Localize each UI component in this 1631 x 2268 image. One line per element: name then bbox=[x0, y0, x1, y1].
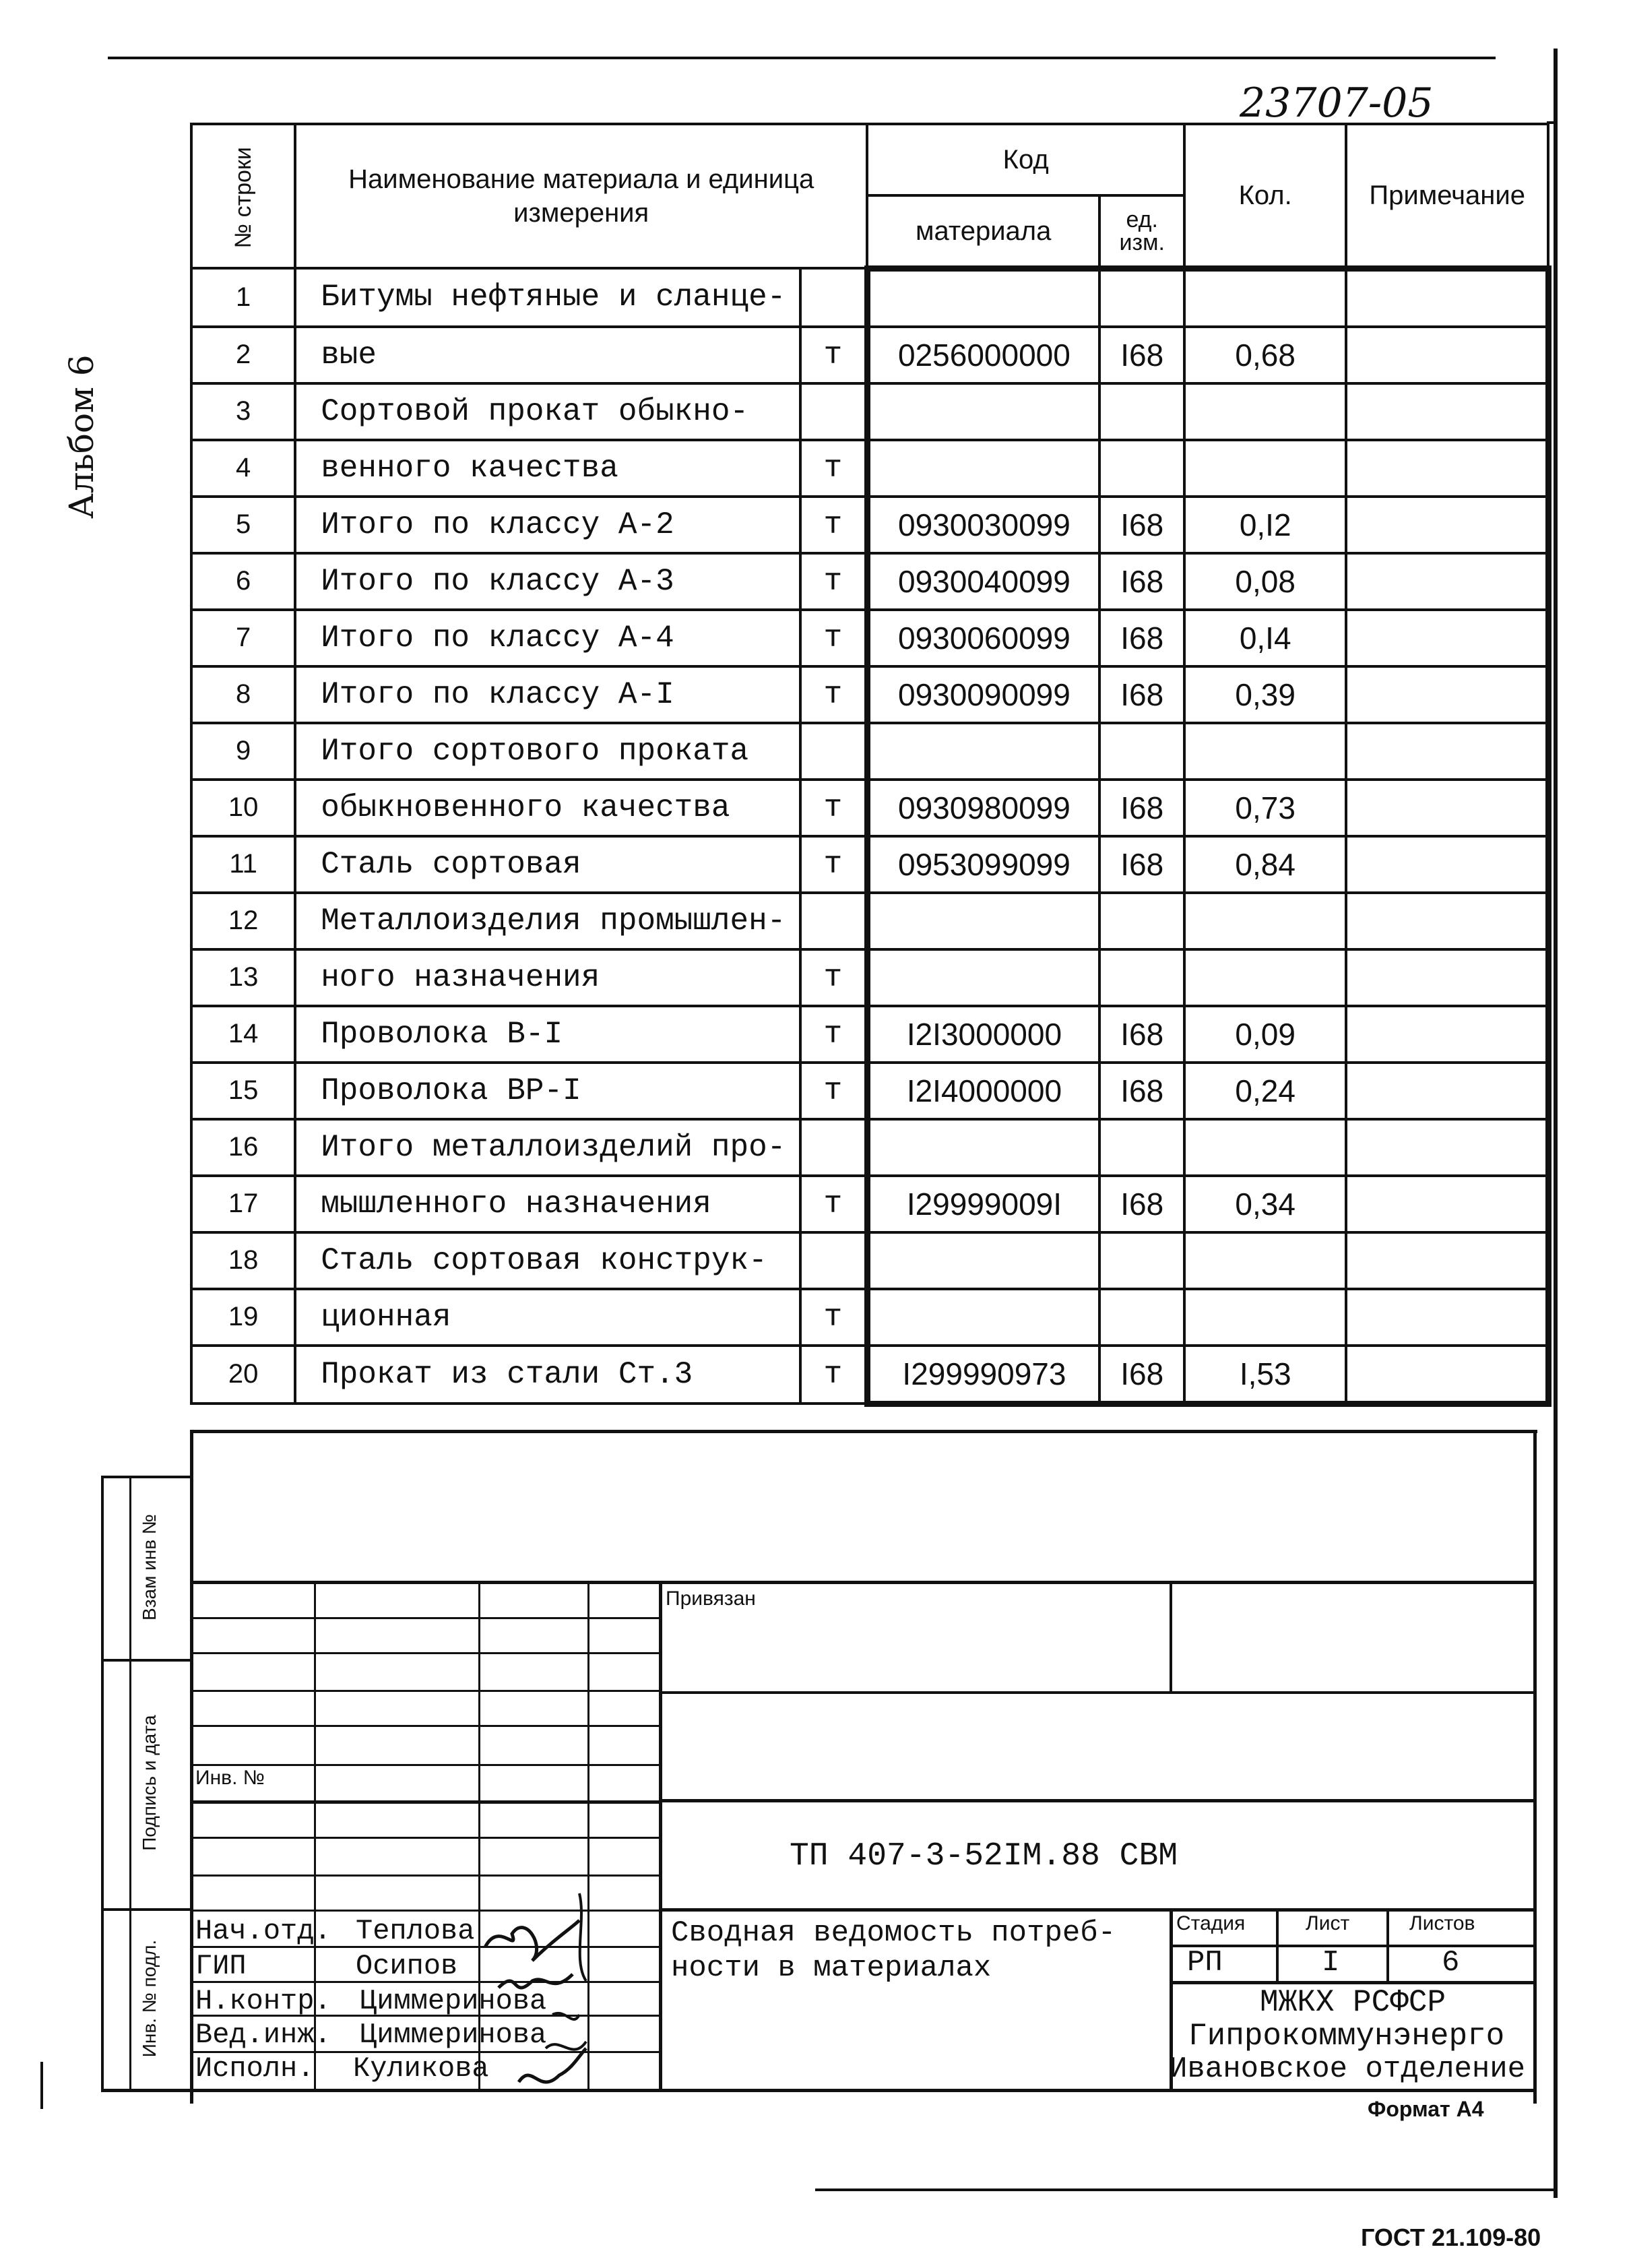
quantity bbox=[1184, 383, 1346, 440]
unit-code: I68 bbox=[1099, 553, 1184, 610]
unit-code: I68 bbox=[1099, 1346, 1184, 1404]
row-number: 18 bbox=[191, 1232, 295, 1289]
row-number: 6 bbox=[191, 553, 295, 610]
material-name: Сталь сортовая конструк- bbox=[295, 1232, 800, 1289]
material-code: I2I3000000 bbox=[867, 1006, 1099, 1063]
unit-of-measure: т bbox=[800, 1346, 867, 1404]
tb-frame-left bbox=[190, 1430, 193, 2104]
row-number: 17 bbox=[191, 1176, 295, 1232]
unit-code bbox=[1099, 1119, 1184, 1176]
left-tick bbox=[40, 2062, 43, 2109]
unit-of-measure bbox=[800, 723, 867, 780]
table-row bbox=[191, 268, 1548, 327]
unit-of-measure: т bbox=[800, 1063, 867, 1119]
material-code: 0930060099 bbox=[867, 610, 1099, 666]
quantity bbox=[1184, 723, 1346, 780]
note bbox=[1346, 836, 1548, 893]
unit-of-measure bbox=[800, 893, 867, 949]
material-code bbox=[867, 440, 1099, 497]
header-name: Наименование материала и единица измерения bbox=[295, 124, 867, 268]
note bbox=[1346, 440, 1548, 497]
unit-of-measure bbox=[800, 268, 867, 327]
quantity: 0,68 bbox=[1184, 327, 1346, 383]
material-name: Прокат из стали Ст.3 bbox=[295, 1346, 800, 1404]
unit-code bbox=[1099, 1289, 1184, 1346]
table-row bbox=[191, 327, 1548, 383]
note bbox=[1346, 1063, 1548, 1119]
side-label-inv-podl: Инв. № подл. bbox=[139, 1939, 160, 2058]
unit-of-measure: т bbox=[800, 610, 867, 666]
stamp-h-mid1 bbox=[660, 1691, 1533, 1694]
table-row bbox=[191, 1346, 1548, 1404]
unit-of-measure: т bbox=[800, 1289, 867, 1346]
quantity bbox=[1184, 268, 1346, 327]
note bbox=[1346, 1119, 1548, 1176]
unit-code bbox=[1099, 949, 1184, 1006]
note bbox=[1346, 1346, 1548, 1404]
top-rule bbox=[108, 57, 1496, 59]
unit-of-measure bbox=[800, 1119, 867, 1176]
material-code: 0930980099 bbox=[867, 780, 1099, 836]
header-row-no: № строки bbox=[191, 124, 295, 268]
sig-role-0: Нач.отд. bbox=[195, 1915, 331, 1947]
sig-name-0: Теплова bbox=[356, 1915, 475, 1947]
material-code bbox=[867, 1232, 1099, 1289]
note bbox=[1346, 268, 1548, 327]
quantity: 0,I4 bbox=[1184, 610, 1346, 666]
table-row bbox=[191, 780, 1548, 836]
unit-code bbox=[1099, 893, 1184, 949]
material-name: Итого металлоизделий про- bbox=[295, 1119, 800, 1176]
note bbox=[1346, 1232, 1548, 1289]
bottom-rule bbox=[815, 2188, 1556, 2191]
quantity: 0,I2 bbox=[1184, 497, 1346, 553]
unit-of-measure: т bbox=[800, 1176, 867, 1232]
material-name: ного назначения bbox=[295, 949, 800, 1006]
designation: ТП 407-3-52IМ.88 СВМ bbox=[790, 1838, 1178, 1875]
unit-of-measure bbox=[800, 1232, 867, 1289]
quantity bbox=[1184, 1289, 1346, 1346]
material-code: I29999009I bbox=[867, 1176, 1099, 1232]
quantity: 0,39 bbox=[1184, 666, 1346, 723]
material-code bbox=[867, 723, 1099, 780]
unit-code: I68 bbox=[1099, 836, 1184, 893]
sheet-label: Лист bbox=[1306, 1912, 1350, 1934]
note bbox=[1346, 666, 1548, 723]
stamp-h-mid2 bbox=[660, 1799, 1533, 1802]
inv-no-label: Инв. № bbox=[195, 1767, 265, 1789]
sig-role-4: Исполн. bbox=[195, 2052, 315, 2085]
table-row bbox=[191, 1006, 1548, 1063]
table-row bbox=[191, 1063, 1548, 1119]
side-strip-left bbox=[101, 1476, 104, 2089]
sig-name-2: Циммеринова bbox=[360, 1985, 547, 2017]
material-code: 0256000000 bbox=[867, 327, 1099, 383]
note bbox=[1346, 497, 1548, 553]
quantity: 0,08 bbox=[1184, 553, 1346, 610]
table-row bbox=[191, 383, 1548, 440]
sheets-label: Листов bbox=[1409, 1912, 1475, 1934]
note bbox=[1346, 780, 1548, 836]
right-frame-line bbox=[1554, 49, 1558, 2198]
unit-of-measure: т bbox=[800, 666, 867, 723]
unit-of-measure: т bbox=[800, 836, 867, 893]
sheets-value: 6 bbox=[1442, 1946, 1460, 1980]
quantity: 0,09 bbox=[1184, 1006, 1346, 1063]
stamp-h-right1 bbox=[1170, 1945, 1533, 1947]
row-number: 3 bbox=[191, 383, 295, 440]
material-name: Сортовой прокат обыкно- bbox=[295, 383, 800, 440]
unit-of-measure: т bbox=[800, 553, 867, 610]
unit-code: I68 bbox=[1099, 610, 1184, 666]
table-row bbox=[191, 836, 1548, 893]
note bbox=[1346, 723, 1548, 780]
quantity: 0,24 bbox=[1184, 1063, 1346, 1119]
unit-code: I68 bbox=[1099, 327, 1184, 383]
table-row bbox=[191, 610, 1548, 666]
unit-code: I68 bbox=[1099, 1063, 1184, 1119]
stamp-h-left2 bbox=[190, 1652, 660, 1654]
material-name: венного качества bbox=[295, 440, 800, 497]
quantity bbox=[1184, 1232, 1346, 1289]
stamp-h-left5 bbox=[190, 1764, 660, 1766]
unit-of-measure: т bbox=[800, 1006, 867, 1063]
unit-of-measure bbox=[800, 383, 867, 440]
quantity bbox=[1184, 949, 1346, 1006]
unit-of-measure: т bbox=[800, 780, 867, 836]
quantity: 0,84 bbox=[1184, 836, 1346, 893]
note bbox=[1346, 893, 1548, 949]
note bbox=[1346, 1006, 1548, 1063]
tb-frame-right bbox=[1533, 1430, 1537, 2104]
material-code: 0930030099 bbox=[867, 497, 1099, 553]
table-row bbox=[191, 949, 1548, 1006]
stage-value: РП bbox=[1187, 1946, 1223, 1980]
row-number: 9 bbox=[191, 723, 295, 780]
stamp-v8 bbox=[1386, 1908, 1389, 1982]
row-number: 11 bbox=[191, 836, 295, 893]
unit-code: I68 bbox=[1099, 497, 1184, 553]
org-line3: Ивановское отделение bbox=[1170, 2052, 1526, 2086]
table-row bbox=[191, 440, 1548, 497]
sig-role-1: ГИП bbox=[195, 1950, 247, 1982]
unit-code: I68 bbox=[1099, 1006, 1184, 1063]
stamp-h-left6 bbox=[190, 1800, 660, 1804]
material-code bbox=[867, 1119, 1099, 1176]
table-row bbox=[191, 1119, 1548, 1176]
header-material: материала bbox=[867, 195, 1099, 268]
sig-name-4: Куликова bbox=[353, 2052, 489, 2085]
tb-frame-top bbox=[190, 1430, 1537, 1433]
unit-code bbox=[1099, 268, 1184, 327]
material-name: Битумы нефтяные и сланце- bbox=[295, 268, 800, 327]
quantity: I,53 bbox=[1184, 1346, 1346, 1404]
sig-role-2: Н.контр. bbox=[195, 1985, 331, 2017]
header-code: Код bbox=[867, 124, 1184, 195]
row-number: 2 bbox=[191, 327, 295, 383]
stamp-h-right2 bbox=[1170, 1981, 1533, 1984]
stamp-h-mid3 bbox=[660, 1908, 1533, 1912]
stamp-h-left3 bbox=[190, 1690, 660, 1692]
doc-title-line2: ности в материалах bbox=[671, 1951, 992, 1985]
stamp-h-left1 bbox=[190, 1617, 660, 1619]
table-row bbox=[191, 1176, 1548, 1232]
row-number: 10 bbox=[191, 780, 295, 836]
stamp-v5 bbox=[1170, 1581, 1172, 1693]
stamp-h-left8 bbox=[190, 1875, 660, 1877]
table-row bbox=[191, 1232, 1548, 1289]
material-name: вые bbox=[295, 327, 800, 383]
row-number: 1 bbox=[191, 268, 295, 327]
unit-of-measure: т bbox=[800, 327, 867, 383]
row-number: 16 bbox=[191, 1119, 295, 1176]
unit-code bbox=[1099, 383, 1184, 440]
note bbox=[1346, 610, 1548, 666]
row-number: 8 bbox=[191, 666, 295, 723]
sig-name-3: Циммеринова bbox=[360, 2019, 547, 2051]
side-inner-line bbox=[129, 1476, 131, 2089]
stamp-h-left7 bbox=[190, 1837, 660, 1839]
note bbox=[1346, 327, 1548, 383]
note bbox=[1346, 553, 1548, 610]
header-quantity: Кол. bbox=[1184, 124, 1346, 268]
note bbox=[1346, 949, 1548, 1006]
unit-code bbox=[1099, 1232, 1184, 1289]
quantity: 0,73 bbox=[1184, 780, 1346, 836]
material-name: Проволока ВР-I bbox=[295, 1063, 800, 1119]
material-name: обыкновенного качества bbox=[295, 780, 800, 836]
material-name: Итого по классу А-4 bbox=[295, 610, 800, 666]
side-strip-div1 bbox=[101, 1659, 190, 1662]
unit-of-measure: т bbox=[800, 949, 867, 1006]
row-number: 7 bbox=[191, 610, 295, 666]
album-label: Альбом 6 bbox=[62, 354, 101, 519]
stage-label: Стадия bbox=[1176, 1912, 1246, 1934]
note bbox=[1346, 1289, 1548, 1346]
unit-code bbox=[1099, 723, 1184, 780]
unit-code: I68 bbox=[1099, 666, 1184, 723]
material-code: 0953099099 bbox=[867, 836, 1099, 893]
material-name: Итого по классу А-2 bbox=[295, 497, 800, 553]
quantity bbox=[1184, 893, 1346, 949]
table-row bbox=[191, 1289, 1548, 1346]
material-code bbox=[867, 383, 1099, 440]
table-row bbox=[191, 553, 1548, 610]
row-number: 12 bbox=[191, 893, 295, 949]
unit-of-measure: т bbox=[800, 440, 867, 497]
material-name: Итого сортового проката bbox=[295, 723, 800, 780]
org-line1: МЖКХ РСФСР bbox=[1260, 1985, 1446, 2020]
unit-code: I68 bbox=[1099, 1176, 1184, 1232]
sheet-value: I bbox=[1322, 1946, 1340, 1980]
table-row bbox=[191, 893, 1548, 949]
header-note: Примечание bbox=[1346, 124, 1548, 268]
unit-code bbox=[1099, 440, 1184, 497]
row-number: 14 bbox=[191, 1006, 295, 1063]
row-number: 13 bbox=[191, 949, 295, 1006]
material-code: 0930040099 bbox=[867, 553, 1099, 610]
stamp-v7 bbox=[1276, 1908, 1279, 1982]
doc-title-line1: Сводная ведомость потреб- bbox=[671, 1916, 1116, 1950]
material-code: I299990973 bbox=[867, 1346, 1099, 1404]
side-label-vzam: Взам инв № bbox=[139, 1514, 160, 1620]
material-name: Сталь сортовая bbox=[295, 836, 800, 893]
format-label: Формат А4 bbox=[1368, 2097, 1484, 2121]
row-number: 5 bbox=[191, 497, 295, 553]
handwritten-signatures bbox=[472, 1880, 606, 2102]
sig-role-3: Вед.инж. bbox=[195, 2019, 331, 2051]
table-row bbox=[191, 666, 1548, 723]
note bbox=[1346, 383, 1548, 440]
materials-table bbox=[190, 123, 1552, 1407]
header-unit: ед. изм. bbox=[1099, 195, 1184, 268]
org-line2: Гипрокоммунэнерго bbox=[1188, 2019, 1505, 2054]
stamp-h-left4 bbox=[190, 1725, 660, 1727]
row-number: 20 bbox=[191, 1346, 295, 1404]
material-name: Итого по классу А-3 bbox=[295, 553, 800, 610]
unit-code: I68 bbox=[1099, 780, 1184, 836]
privyazan-label: Привязан bbox=[666, 1587, 756, 1610]
stamp-v4 bbox=[659, 1581, 662, 2090]
material-code bbox=[867, 268, 1099, 327]
material-name: Проволока В-I bbox=[295, 1006, 800, 1063]
material-name: мышленного назначения bbox=[295, 1176, 800, 1232]
quantity bbox=[1184, 440, 1346, 497]
material-code bbox=[867, 1289, 1099, 1346]
tb-frame-bottom bbox=[101, 2089, 1536, 2092]
material-name: ционная bbox=[295, 1289, 800, 1346]
row-number: 4 bbox=[191, 440, 295, 497]
material-code: I2I4000000 bbox=[867, 1063, 1099, 1119]
material-name: Металлоизделия промышлен- bbox=[295, 893, 800, 949]
material-name: Итого по классу А-I bbox=[295, 666, 800, 723]
note bbox=[1346, 1176, 1548, 1232]
document-number: 23707-05 bbox=[1240, 80, 1434, 127]
unit-of-measure: т bbox=[800, 497, 867, 553]
row-number: 19 bbox=[191, 1289, 295, 1346]
sig-name-1: Осипов bbox=[356, 1950, 458, 1982]
material-code bbox=[867, 949, 1099, 1006]
table-row bbox=[191, 723, 1548, 780]
side-strip-top bbox=[101, 1476, 190, 1478]
row-number: 15 bbox=[191, 1063, 295, 1119]
quantity bbox=[1184, 1119, 1346, 1176]
gost-label: ГОСТ 21.109-80 bbox=[1361, 2224, 1541, 2251]
quantity: 0,34 bbox=[1184, 1176, 1346, 1232]
material-code: 0930090099 bbox=[867, 666, 1099, 723]
table-row bbox=[191, 497, 1548, 553]
side-label-podpis: Подпись и дата bbox=[139, 1715, 160, 1851]
stamp-h1 bbox=[190, 1581, 1533, 1584]
material-code bbox=[867, 893, 1099, 949]
